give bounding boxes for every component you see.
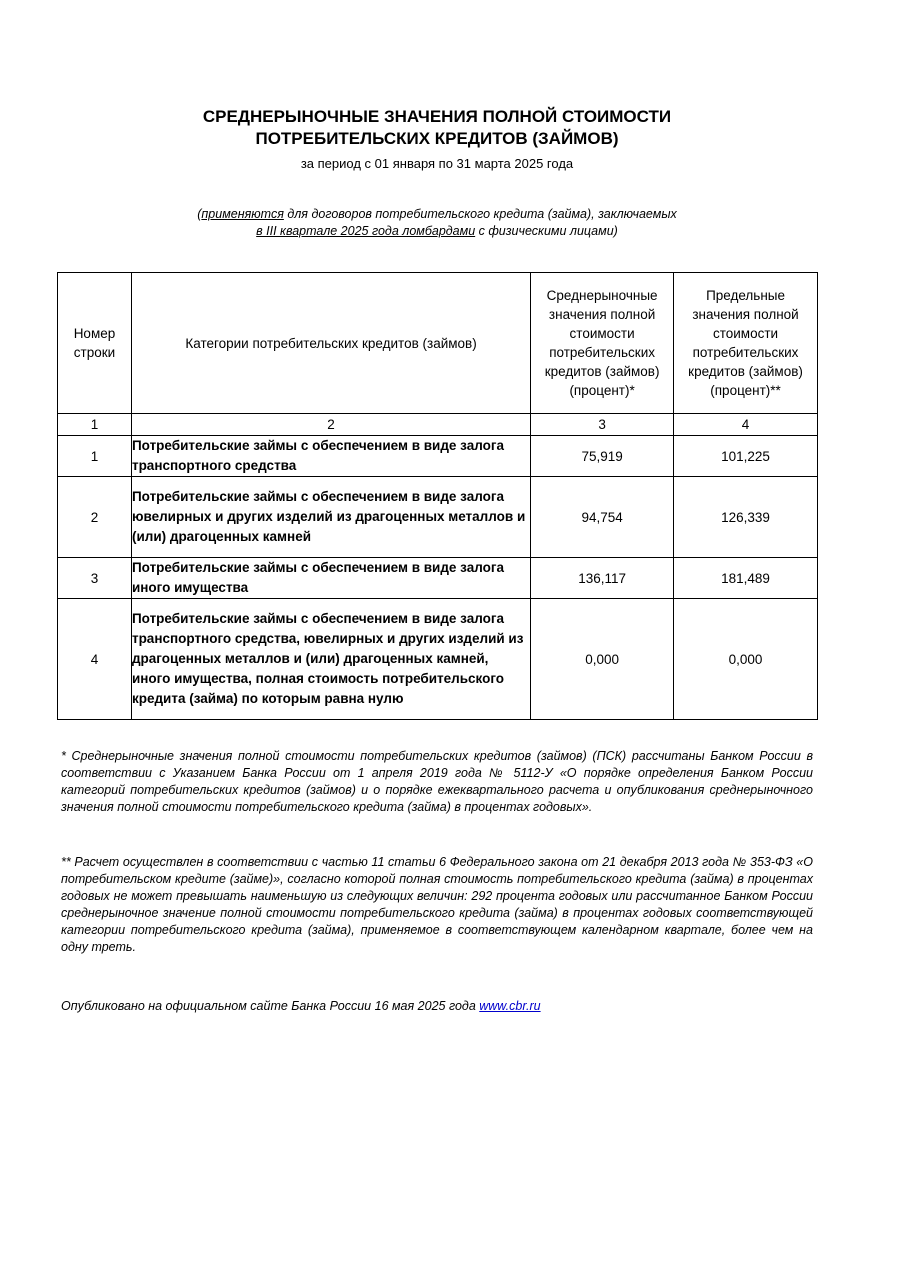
index-cell: 4 [674,414,818,436]
row-limit-value: 181,489 [674,558,818,599]
footnote-2: ** Расчет осуществлен в соответствии с частью 11 статьи 6 Федерального закона от 21 декабря 2013 года № 353-ФЗ «О потребительском кредите (займе)», согласно которой полная стоимость потребительского кредита (займа) в процентах годовых не может превышать наименьшую из следующих величин: 292 процента годовых или рассчитанное Банком России среднерыночное значение полной стоимости потребительского кредита (займа) в процентах годовых соответствующей категории потребительского кредита (займа), применяемое в соответствующем календарном квартале, более чем на одну треть. [61,855,813,954]
applies-underlined-1: применяются [201,207,284,221]
title-line-1: СРЕДНЕРЫНОЧНЫЕ ЗНАЧЕНИЯ ПОЛНОЙ СТОИМОСТИ [202,107,672,126]
row-number: 1 [58,436,132,477]
row-number: 4 [58,599,132,720]
table-row [58,599,818,720]
header-average-psk: Среднерыночные значения полной стоимости потребительских кредитов (займов) (процент)* [531,273,674,414]
index-row [58,414,818,436]
footnote-1: * Среднерыночные значения полной стоимости потребительских кредитов (займов) (ПСК) рассчитаны Банком России в соответствии с Указанием Банка России от 1 апреля 2019 года № 5112-У «О порядке определения Банком России категорий потребительских кредитов (займов) и о порядке ежеквартального расчета и опубликования среднерыночного значения полной стоимости потребительского кредита (займа) в процентах годовых». [61,749,813,814]
cbr-link[interactable]: www.cbr.ru [479,999,541,1013]
row-category: Потребительские займы с обеспечением в виде залога ювелирных и других изделий из драгоценных металлов и (или) драгоценных камней [131,477,530,558]
applies-end: с физическими лицами) [475,224,618,238]
table-row [58,436,818,477]
psk-table [57,272,818,720]
index-cell: 1 [58,414,132,436]
title-line-2: ПОТРЕБИТЕЛЬСКИХ КРЕДИТОВ (ЗАЙМОВ) [255,129,619,148]
document-title [0,106,874,150]
index-cell: 2 [131,414,530,436]
row-number: 2 [58,477,132,558]
row-average-value: 94,754 [531,477,674,558]
row-average-value: 136,117 [531,558,674,599]
published-text: Опубликовано на официальном сайте Банка России 16 мая 2025 года [61,999,480,1013]
index-cell: 3 [531,414,674,436]
row-category: Потребительские займы с обеспечением в виде залога транспортного средства, ювелирных и других изделий из драгоценных металлов и (или) драгоценных камней, иного имущества, полная стоимость потребительского кредита (займа) по которым равна нулю [131,599,530,720]
row-limit-value: 126,339 [674,477,818,558]
header-limit-psk: Предельные значения полной стоимости потребительских кредитов (займов) (процент)** [674,273,818,414]
header-category: Категории потребительских кредитов (займов) [131,273,530,414]
row-average-value: 75,919 [531,436,674,477]
applies-note [0,206,874,240]
row-category: Потребительские займы с обеспечением в виде залога иного имущества [131,558,530,599]
applies-open: ( [197,207,202,221]
row-category: Потребительские займы с обеспечением в виде залога транспортного средства [131,436,530,477]
period-text: за период с 01 января по 31 марта 2025 года [300,156,574,171]
header-row [58,273,818,414]
table-row [58,558,818,599]
row-average-value: 0,000 [531,599,674,720]
table-row [58,477,818,558]
row-limit-value: 101,225 [674,436,818,477]
row-number: 3 [58,558,132,599]
published-note [61,999,541,1013]
header-row-number: Номер строки [58,273,132,414]
applies-middle: для договоров потребительского кредита (займа), заключаемых [283,207,677,221]
row-limit-value: 0,000 [674,599,818,720]
applies-underlined-2: в III квартале 2025 года ломбардами [256,224,476,238]
